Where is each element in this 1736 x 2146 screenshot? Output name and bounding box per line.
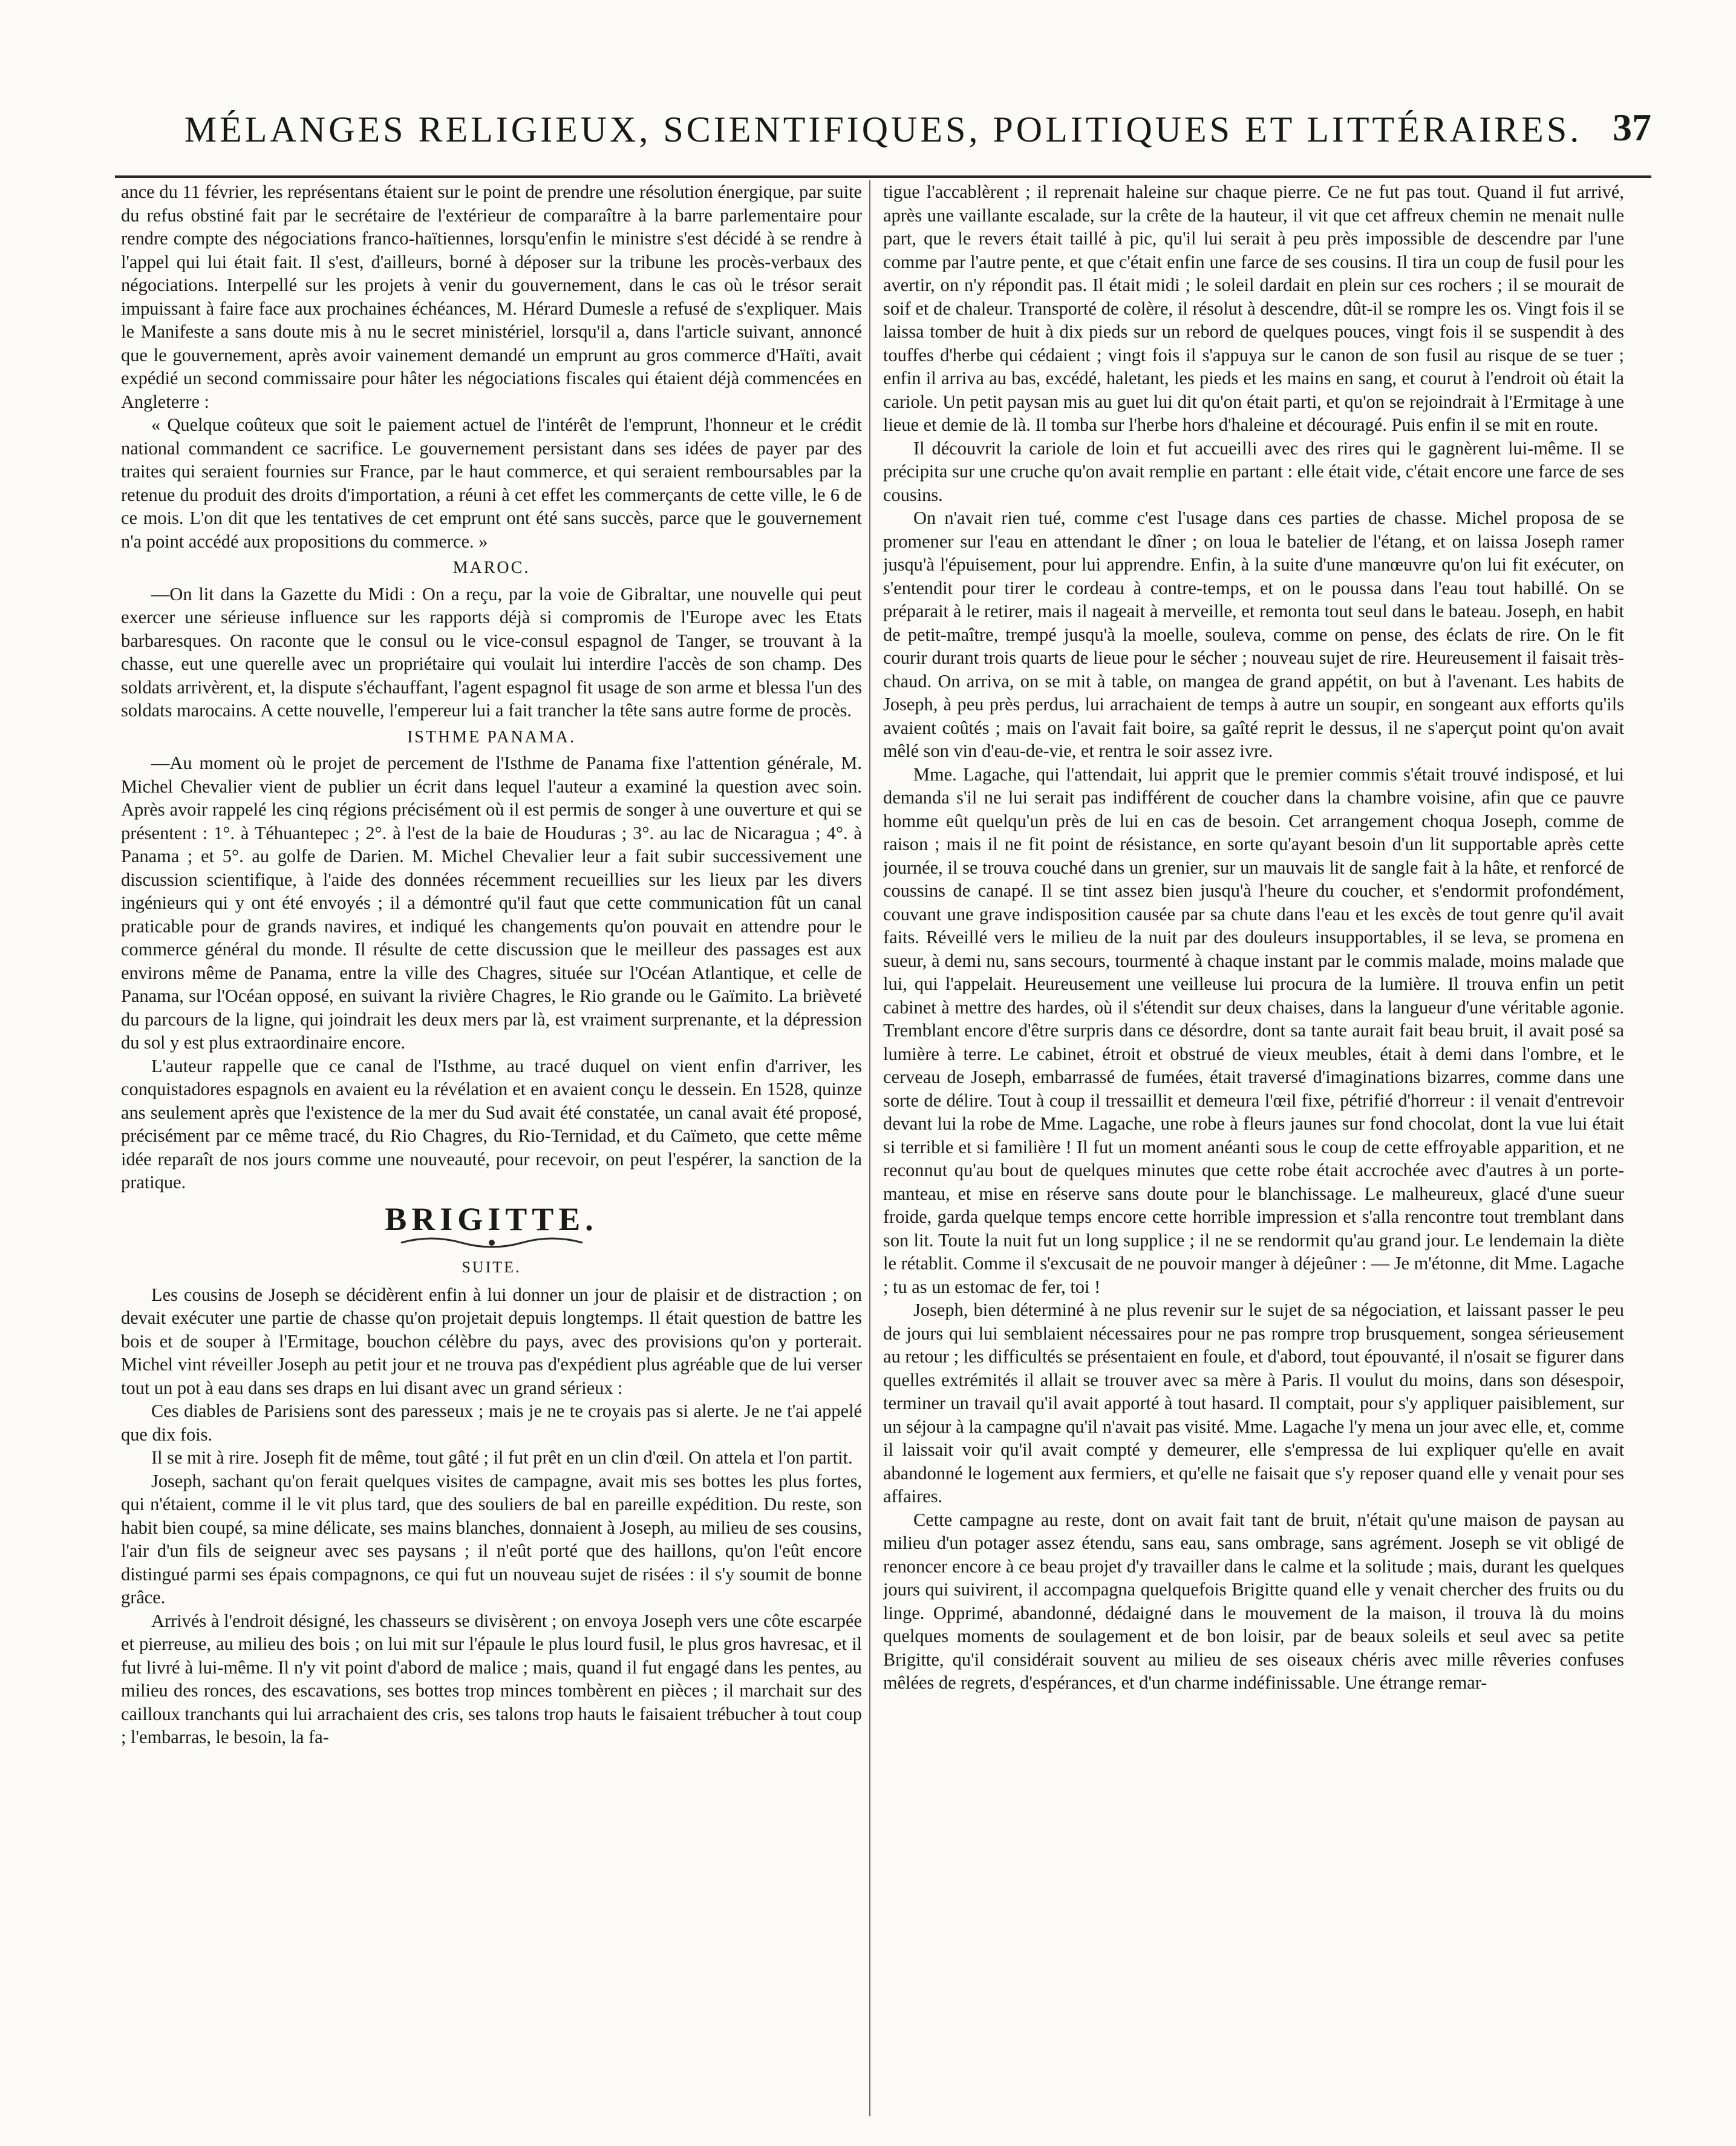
page-number: 37 — [1613, 106, 1651, 149]
right-column — [883, 180, 1624, 2116]
serial-suite: SUITE. — [462, 1258, 521, 1276]
brigitte-paragraph: Cette campagne au reste, dont on avait fait tant de bruit, n'était qu'une maison de paysan au milieu d'un potager assez étendu, sans eau, sans ombrage, sans agrément. Joseph se vit obligé de renoncer encore à ce beau projet d'y travailler dans le calme et la solitude ; mais, durant les quelques jours qui suivirent, il accompagna quelquefois Brigitte quand elle y venait chercher des fruits ou du linge. Opprimé, abandonné, dédaigné dans le mouvement de la maison, il trouva là du moins quelques moments de soulagement et de bon loisir, par de beaux soleils et seul avec sa petite Brigitte, qu'il considérait souvent au milieu de ses oiseaux chéris avec mille rêveries confuses mêlées de regrets, d'espérances, et d'un charme indéfinissable. Une étrange remar- — [883, 1509, 1624, 1693]
brigitte-paragraph: On n'avait rien tué, comme c'est l'usage dans ces parties de chasse. Michel proposa de se promener sur l'eau en attendant le dîner ; on loua le batelier de l'étang, et on laissa Joseph ramer jusqu'à l'épuisement, pour lui apprendre. Enfin, à la suite d'une manœuvre qu'on lui fit exécuter, on s'entendit pour tirer le cordeau à contre-temps, et on le poussa dans l'eau tout habillé. On se préparait à le retirer, mais il nageait à merveille, et remonta tout seul dans le bateau. Joseph, en habit de petit-maître, trempé jusqu'à la moelle, souleva, comme on pense, des éclats de rire. On le fit courir durant trois quarts de lieue pour le sécher ; nouveau sujet de rire. Heureusement il faisait très-chaud. On arriva, on se mit à table, on mangea de grand appétit, on but à l'avenant. Les habits de Joseph, à peu près perdus, lui arrachaient de temps à autre un soupir, en songeant aux efforts qu'ils avaient coûtés ; mais on l'avait fait boire, sa gaîté reprit le dessus, il ne s'aperçut point qu'on avait mêlé son vin d'eau-de-vie, et rentra le soir assez ivre. — [883, 508, 1624, 761]
brigitte-paragraph: Arrivés à l'endroit désigné, les chasseurs se divisèrent ; on envoya Joseph vers une côte escarpée et pierreuse, au milieu des bois ; on lui mit sur l'épaule le plus lourd fusil, le plus gros havresac, et il fut livré à lui-même. Il n'y vit point d'abord de malice ; mais, quand il fut engagé dans les pentes, au milieu des ronces, des escavations, ses bottes trop minces tombèrent en pièces ; il marchait sur des cailloux tranchants qui lui arrachaient des cris, ses talons trop hauts le faisaient trébucher à tout coup ; l'embarras, le besoin, la fa- — [121, 1610, 862, 1747]
brigitte-paragraph: Il se mit à rire. Joseph fit de même, tout gâté ; il fut prêt en un clin d'œil. On attela et l'on partit. — [151, 1447, 853, 1468]
brigitte-paragraph: Joseph, bien déterminé à ne plus revenir sur le sujet de sa négociation, et laissant passer le peu de jours qui lui semblaient nécessaires pour ne pas rompre trop brusquement, songea sérieusement au retour ; les difficultés se présentaient en foule, et d'abord, tout épouvanté, il n'osait se figurer dans quelles extrémités il allait se trouver avec sa mère à Paris. Il voulut du moins, dans son désespoir, terminer un travail qu'il avait apporté à tout hasard. Il comptait, pour s'y appliquer paisiblement, sur un séjour à la campagne qu'il n'avait pas visité. Mme. Lagache l'y mena un jour avec elle, et, comme il laissait voir qu'il avait compté y demeurer, elle s'empressa de lui expliquer qu'elle en avait abandonné le logement aux fermiers, et qu'elle ne faisait que s'y reposer quand elle y venait pour ses affaires. — [883, 1300, 1624, 1506]
column-rule — [869, 180, 870, 2116]
page-header — [115, 85, 1651, 178]
manifeste-quote: « Quelque coûteux que soit le paiement actuel de l'intérêt de l'emprunt, l'honneur et le crédit national commandent ce sacrifice. Le gouvernement persistant dans ses idées de payer par des traites qui seraient fournies sur France, par le haut commerce, et qui seraient remboursables par la retenue du produit des droits d'importation, a réuni à cet effet les commerçants de cette ville, le 6 de ce mois. L'on dit que les tentatives de cet emprunt ont été sans succès, parce que le gouvernement n'a point accédé aux propositions du commerce. » — [121, 414, 862, 552]
left-column — [121, 180, 862, 2116]
brigitte-paragraph: Ces diables de Parisiens sont des paresseux ; mais je ne te croyais pas si alerte. Je ne t'ai appelé que dix fois. — [121, 1401, 862, 1445]
isthme-paragraph-2: L'auteur rappelle que ce canal de l'Isthme, au tracé duquel on vient enfin d'arriver, les conquistadores espagnols en avaient eu la révélation et en avaient conçu le dessein. En 1528, quinze ans seulement après que l'existence de la mer du Sud avait été constatée, un canal avait été proposé, précisément par ce même tracé, du Rio Chagres, du Rio-Ternidad, et du Caïmeto, que cette même idée reparaît de nos jours comme une nouveauté, pour recevoir, on peut l'espérer, la sanction de la pratique. — [121, 1055, 862, 1192]
isthme-paragraph: —Au moment où le projet de percement de l'Isthme de Panama fixe l'attention générale, M. Michel Chevalier vient de publier un écrit dans lequel l'auteur a examiné la question avec soin. Après avoir rappelé les cinq régions précisément où il est permis de songer à une ouverture et qui se présentent : 1°. à Téhuantepec ; 2°. à l'est de la baie de Houduras ; 3°. au lac de Nicaragua ; 4°. à Panama ; et 5°. au golfe de Darien. M. Michel Chevalier leur a fait subir successivement une discussion scientifique, à l'aide des données récemment recueillies sur les lieux par les divers ingénieurs qui y ont été envoyés ; il a démontré qu'il faut que cette communication fût un canal praticable pour de grands navires, et indiqué les changements qu'on pouvait en attendre pour le commerce général du monde. Il résulte de cette discussion que le meilleur des passages est aux environs même de Panama, entre la ville des Chagres, située sur l'Océan Atlantique, et celle de Panama, sur l'Océan opposé, en suivant la rivière Chagres, le Rio grande ou le Gaïmito. La brièveté du parcours de la ligne, qui joindrait les deux mers par là, est vraiment surprenante, et la dépression du sol y est plus extraordinaire encore. — [121, 753, 862, 1053]
serial-title: BRIGITTE. — [385, 1200, 598, 1237]
brigitte-paragraph: Les cousins de Joseph se décidèrent enfin à lui donner un jour de plaisir et de distraction ; on devait exécuter une partie de chasse qu'on projetait depuis longtemps. Il était question de battre les bois et de souper à l'Ermitage, bouchon célèbre du pays, avec des provisions qu'on y porterait. Michel vint réveiller Joseph au petit jour et ne trouva pas d'expédient plus agréable que de lui verser tout un pot à eau dans ses draps en lui disant avec un grand sérieux : — [121, 1284, 862, 1398]
brigitte-paragraph: Mme. Lagache, qui l'attendait, lui apprit que le premier commis s'était trouvé indisposé, et lui demanda s'il ne lui serait pas indifférent de coucher dans la chambre voisine, afin que ce pauvre homme eût quelqu'un près de lui en cas de besoin. Cet arrangement choqua Joseph, comme de raison ; mais il ne fit point de résistance, en sorte qu'ayant besoin d'un lit supportable après cette journée, il se trouva couché dans un grenier, sur un mauvais lit de sangle fait à la hâte, et renforcé de coussins de canapé. Il se tint assez bien jusqu'à l'heure du coucher, et s'endormit profondément, couvant une grave indisposition causée par sa chute dans l'eau et les excès de tout genre qu'il avait faits. Réveillé vers le milieu de la nuit par des douleurs insupportables, il se leva, se promena en sueur, à demi nu, sans secours, tourmenté à chaque instant par le commis malade, moins malade que lui, qui l'appelait. Heureusement une veilleuse lui procura de la lumière. Il trouva enfin un petit cabinet à mettre des hardes, où il s'étendit sur deux chaises, dans la langueur d'une véritable agonie. Tremblant encore d'être surpris dans ce désordre, dont sa tante aurait fait beau bruit, il avait posé sa lumière à terre. Le cabinet, étroit et obstrué de vieux meubles, était à demi dans l'ombre, et le cerveau de Joseph, embarrassé de fumées, était traversé d'imaginations bizarres, comme dans une sorte de délire. Tout à coup il tressaillit et demeura l'œil fixe, pétrifié d'horreur : il venait d'entrevoir devant lui la robe de Mme. Lagache, une robe à fleurs jaunes sur fond chocolat, dont la vue lui était si terrible et si familière ! Il fut un moment anéanti sous le coup de cette effroyable apparition, et ne reconnut qu'au bout de quelques minutes que cette robe était accrochée avec d'autres à un porte-manteau, et mise en réserve sans doute pour le blanchissage. Le malheureux, glacé d'une sueur froide, garda quelque temps encore cette horrible impression et s'alla rencontre tout tremblant dans son lit. Toute la nuit fut un long supplice ; il ne se rendormit qu'au grand jour. Le lendemain la diète le rétablit. Comme il s'excusait de ne pouvoir manger à déjeûner : — Je m'étonne, dit Mme. Lagache ; tu as un estomac de fer, toi ! — [883, 764, 1624, 1297]
brigitte-paragraph: Il découvrit la cariole de loin et fut accueilli avec des rires qui le gagnèrent lui-même. Il se précipita sur une cruche qu'on avait remplie en partant : elle était vide, c'était encore une farce de ses cousins. — [883, 437, 1624, 505]
brigitte-paragraph: Joseph, sachant qu'on ferait quelques visites de campagne, avait mis ses bottes les plus fortes, qui n'étaient, comme il le vit plus tard, que des souliers de bal en pareille expédition. Du reste, son habit bien coupé, sa mine délicate, ses mains blanches, donnaient à Joseph, au milieu de ses cousins, l'air d'un fils de seigneur avec ses paysans ; il n'eût porté que des haillons, qu'on l'eût encore distingué parmi ses épais compagnons, ce qui fut un nouveau sujet de risées : il s'y soumit de bonne grâce. — [121, 1470, 862, 1608]
section-heading-isthme: ISTHME PANAMA. — [406, 727, 576, 747]
maroc-paragraph: —On lit dans la Gazette du Midi : On a reçu, par la voie de Gibraltar, une nouvelle qui peut exercer une sérieuse influence sur les rapports déjà si compromis de l'Europe avec les Etats barbaresques. On raconte que le consul ou le vice-consul espagnol de Tanger, se trouvant à la chasse, eut une querelle avec un propriétaire qui voulait lui interdire l'accès de son champ. Des soldats arrivèrent, et, la dispute s'échauffant, l'agent espagnol fit usage de son arme et blessa l'un des soldats marocains. A cette nouvelle, l'empereur lui a fait trancher la tête sans autre forme de procès. — [121, 583, 862, 721]
brigitte-paragraph: tigue l'accablèrent ; il reprenait haleine sur chaque pierre. Ce ne fut pas tout. Quand il fut arrivé, après une vaillante escalade, sur la crête de la hauteur, il vit que cet affreux chemin ne menait nulle part, que le revers était taillé à pic, qu'il lui serait à peu près impossible de descendre par l'une comme par l'autre pente, et que c'était enfin une farce de ses cousins. Il tira un coup de fusil pour les avertir, on n'y répondit pas. Il était midi ; le soleil dardait en plein sur ces rochers ; il se mourait de soif et de chaleur. Transporté de colère, il résolut à descendre, dût-il se rompre les os. Vingt fois il se laissa tomber de huit à dix pieds sur un rebord de quelques pouces, vingt fois il se suspendit à des touffes d'herbe qui cédaient ; vingt fois il s'appuya sur le canon de son fusil au risque de se tuer ; enfin il arriva au bas, excédé, haletant, les pieds et les mains en sang, et courut à l'endroit où était la cariole. Un petit paysan mis au guet lui dit qu'on était parti, et qu'on se rejoindrait à l'Ermitage à une lieue et demie de là. Il tomba sur l'herbe hors d'haleine et découragé. Puis enfin il se mit en route. — [883, 182, 1624, 435]
section-heading-maroc: MAROC. — [452, 558, 530, 577]
haiti-report-paragraph: ance du 11 février, les représentans étaient sur le point de prendre une résolution énergique, par suite du refus obstiné fait par le secrétaire de l'extérieur de comparaître à la barre parlementaire pour rendre compte des négociations franco-haïtiennes, lorsqu'enfin le ministre s'est décidé à se rendre à l'appel qui lui était fait. Il s'est, d'ailleurs, borné à déposer sur la tribune les procès-verbaux des négociations. Interpellé sur les projets à venir du gouvernement, dans le cas où le trésor serait impuissant à faire face aux prochaines échéances, M. Hérard Dumesle a refusé de s'expliquer. Mais le Manifeste a sans doute mis à nu le secret ministériel, lorsqu'il a, dans l'article suivant, annoncé que le gouvernement, après avoir vainement demandé un emprunt au gros commerce d'Haïti, avait expédié un second commissaire pour hâter les négociations fiscales qui étaient déjà commencées en Angleterre : — [121, 182, 862, 412]
running-title: MÉLANGES RELIGIEUX, SCIENTIFIQUES, POLITIQUES ET LITTÉRAIRES. — [184, 110, 1582, 149]
